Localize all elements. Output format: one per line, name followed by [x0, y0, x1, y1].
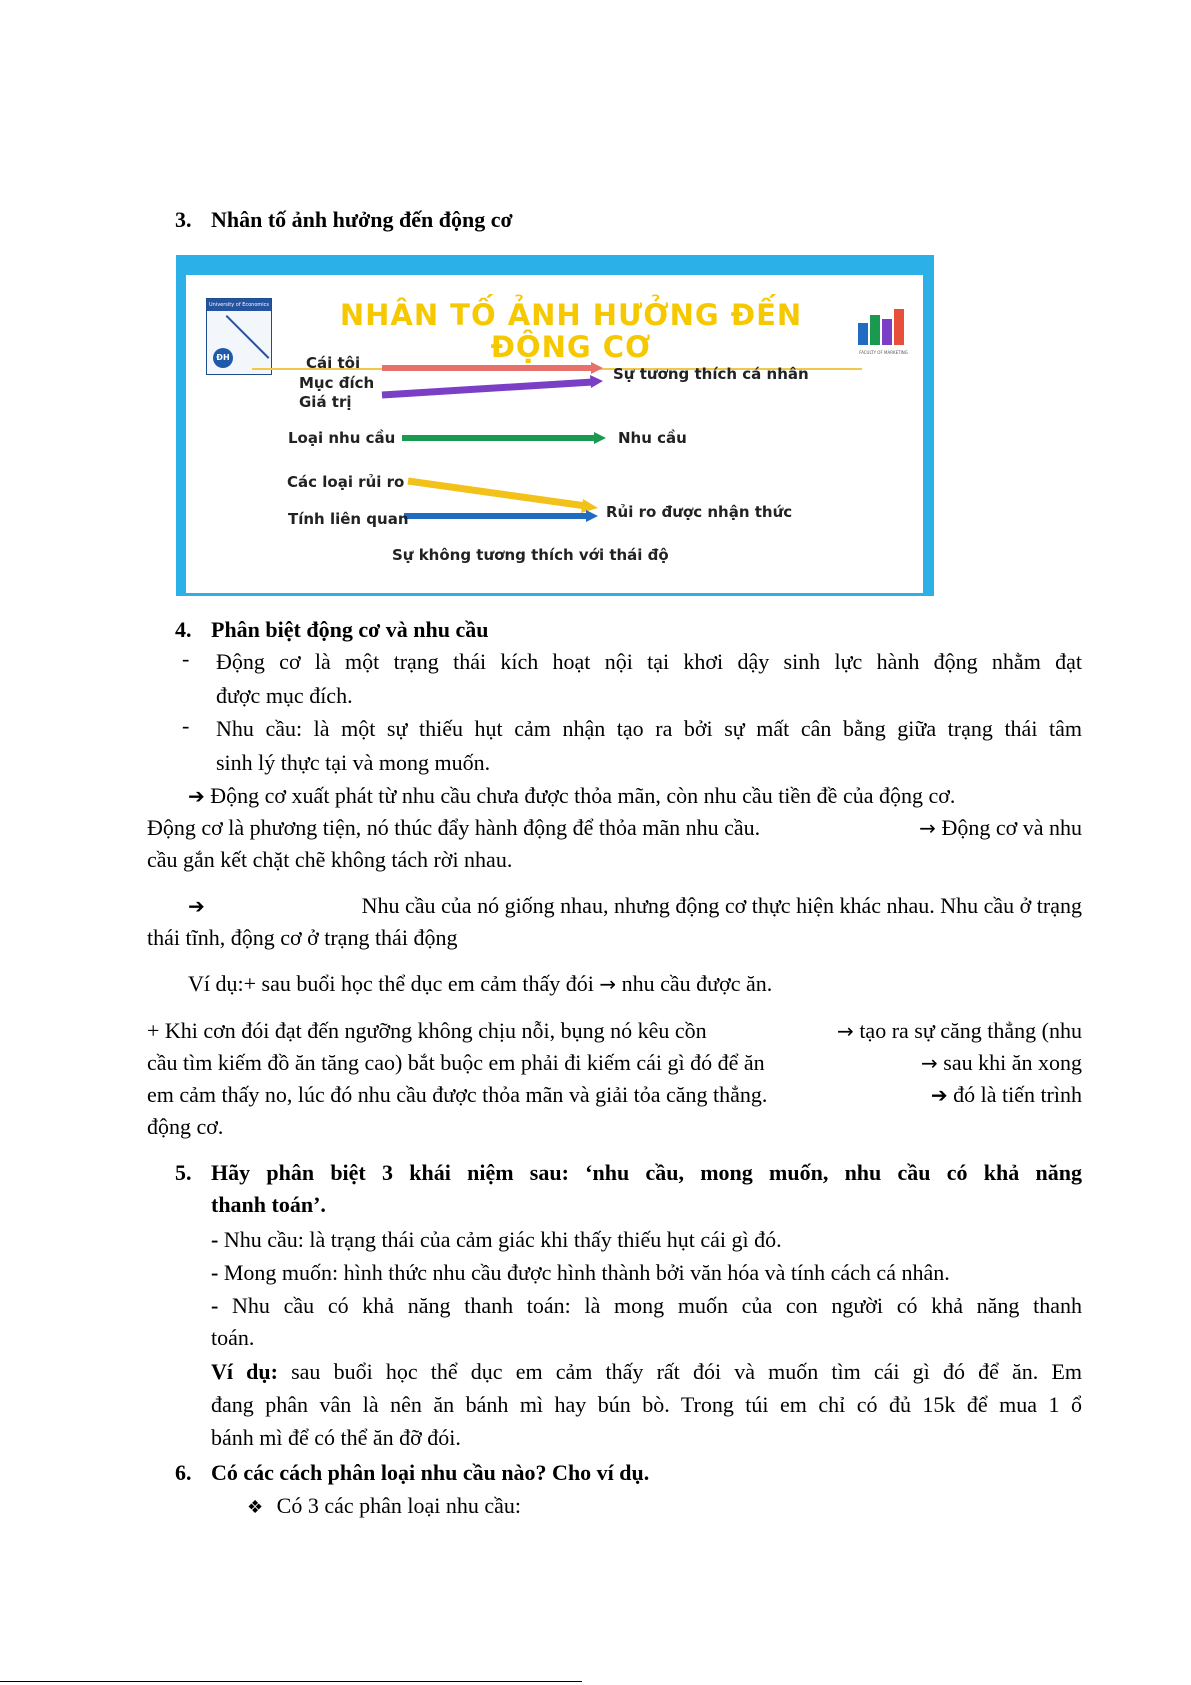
paragraph-1-line-1: [188, 780, 1082, 812]
definition-text: Nhu cầu: là trạng thái của cảm giác khi thấy thiếu hụt cái gì đó.: [223, 1227, 782, 1252]
definition-demand-line-2: toán.: [211, 1325, 255, 1350]
arrow-green: [402, 432, 606, 444]
slide-title-line2: ĐỘNG CƠ: [490, 330, 652, 364]
section-5-heading-line-1: [175, 1157, 1082, 1189]
example-label: Ví dụ:: [211, 1359, 278, 1384]
section-6-bullet-text: Có 3 các phân loại nhu cầu:: [276, 1493, 522, 1518]
definition-dash: -: [211, 1260, 224, 1285]
university-seal-icon: ĐH: [213, 348, 233, 368]
arrow-blue: [404, 510, 598, 522]
arrow-purple: [382, 375, 603, 395]
definition-want: [211, 1257, 950, 1289]
bullet-2-line-1: Nhu cầu: là một sự thiếu hụt cảm nhận tạo ra bởi sự mất cân bằng giữa trạng thái tâm: [216, 716, 1082, 741]
definition-text: Nhu cầu có khả năng thanh toán: là mong muốn của con người có khả năng thanh: [232, 1293, 1082, 1318]
section-5-heading-line-2: thanh toán’.: [211, 1192, 326, 1217]
definition-dash: -: [211, 1293, 233, 1318]
definition-demand-line-1: [211, 1290, 1082, 1322]
section-3-title: Nhân tố ảnh hưởng đến động cơ: [211, 207, 513, 232]
bullet-dash: -: [182, 646, 190, 671]
section-6-title: Có các cách phân loại nhu cầu nào? Cho ví dụ.: [211, 1460, 650, 1485]
definition-need: [211, 1224, 782, 1256]
example-2-text: đó là tiến trình: [953, 1082, 1082, 1107]
section-6-heading: [175, 1457, 649, 1489]
paragraph-2-line-2: thái tĩnh, động cơ ở trạng thái động: [147, 925, 458, 950]
label-rui-ro-nhan-thuc: Rủi ro được nhận thức: [606, 503, 793, 521]
slide-image: [176, 255, 934, 596]
example-2-text: tạo ra sự căng thẳng (nhu: [859, 1018, 1082, 1043]
section-6-number: 6.: [175, 1460, 192, 1485]
label-cac-loai-rui-ro: Các loại rủi ro: [287, 473, 405, 491]
example-2-text: sau khi ăn xong: [943, 1050, 1082, 1075]
section-3-heading: [175, 204, 513, 236]
diamond-bullet-icon: ❖: [247, 1497, 264, 1518]
footnote-divider: [0, 1681, 582, 1682]
label-nhu-cau: Nhu cầu: [618, 429, 687, 447]
section-4-number: 4.: [175, 617, 192, 642]
section-4-heading: [175, 614, 488, 646]
example-5-line-3: bánh mì để có thể ăn đỡ đói.: [211, 1425, 461, 1450]
label-loai-nhu-cau: Loại nhu cầu: [288, 429, 396, 447]
definition-dash: -: [211, 1227, 224, 1252]
slide-content: [186, 275, 923, 593]
example-1-line: [188, 968, 772, 1000]
example-2-line-4: động cơ.: [147, 1114, 224, 1139]
arrow-yellow: [408, 481, 598, 513]
arrow-icon: →: [919, 816, 936, 840]
label-su-tuong-thich: Sự tương thích cá nhân: [613, 365, 809, 383]
example-5-line-2: đang phân vân là nên ăn bánh mì hay bún bò. Trong túi em chỉ có đủ 15k để mua 1 ổ: [211, 1392, 1082, 1417]
section-4-title: Phân biệt động cơ và nhu cầu: [211, 617, 489, 642]
section-3-number: 3.: [175, 207, 192, 232]
section-5-title: Hãy phân biệt 3 khái niệm sau: ‘nhu cầu, mong muốn, nhu cầu có khả năng: [211, 1160, 1082, 1185]
section-5-number: 5.: [175, 1160, 192, 1185]
label-cai-toi: Cái tôi: [306, 354, 361, 372]
example-1-text: Ví dụ:+ sau buổi học thể dục em cảm thấy đói: [188, 971, 594, 996]
label-gia-tri: Giá trị: [299, 393, 352, 411]
definition-text: Mong muốn: hình thức nhu cầu được hình thành bởi văn hóa và tính cách cá nhân.: [223, 1260, 950, 1285]
slide-title-line1: NHÂN TỐ ẢNH HƯỞNG ĐẾN: [339, 298, 803, 332]
bold-arrow-icon: ➔: [188, 784, 205, 808]
bullet-1-line-2: được mục đích.: [216, 683, 353, 708]
section-6-bullet: [247, 1490, 521, 1524]
example-2-text: + Khi cơn đói đạt đến ngưỡng không chịu nỗi, bụng nó kêu cồn: [147, 1018, 707, 1043]
example-2-line-1: [147, 1015, 1082, 1047]
university-logo-text: University of Economics: [207, 299, 271, 311]
bullet-2-line-2: sinh lý thực tại và mong muốn.: [216, 750, 491, 775]
example-5-line-1: [211, 1356, 1082, 1388]
label-tinh-lien-quan: Tính liên quan: [288, 510, 409, 528]
arrow-icon: →: [599, 972, 617, 996]
bold-arrow-icon: ➔: [930, 1083, 948, 1107]
label-muc-dich: Mục đích: [299, 374, 375, 392]
paragraph-1-line-3: cầu gắn kết chặt chẽ không tách rời nhau.: [147, 847, 513, 872]
paragraph-1-text: Động cơ xuất phát từ nhu cầu chưa được thỏa mãn, còn nhu cầu tiền đề của động cơ.: [210, 783, 956, 808]
example-2-line-2: [147, 1047, 1082, 1079]
example-2-text: cầu tìm kiếm đồ ăn tăng cao) bắt buộc em phải đi kiếm cái gì đó để ăn: [147, 1050, 765, 1075]
paragraph-1-text: Động cơ và nhu: [941, 815, 1082, 840]
bullet-dash: -: [182, 713, 190, 738]
example-5-text: sau buổi học thể dục em cảm thấy rất đói và muốn tìm cái gì đó để ăn. Em: [277, 1359, 1082, 1384]
arrow-red: [382, 362, 603, 374]
paragraph-1-text: Động cơ là phương tiện, nó thúc đẩy hành động để thỏa mãn nhu cầu.: [147, 815, 761, 840]
example-2-text: em cảm thấy no, lúc đó nhu cầu được thỏa mãn và giải tỏa căng thẳng.: [147, 1082, 768, 1107]
paragraph-1-line-2: [147, 812, 1082, 844]
paragraph-2-line-1: [188, 890, 1082, 922]
arrow-icon: →: [921, 1051, 938, 1075]
paragraph-2-text: Nhu cầu của nó giống nhau, nhưng động cơ thực hiện khác nhau. Nhu cầu ở trạng: [361, 893, 1082, 918]
bold-arrow-icon: ➔: [188, 894, 205, 918]
bullet-1-line-1: Động cơ là một trạng thái kích hoạt nội tại khơi dậy sinh lực hành động nhằm đạt: [216, 649, 1082, 674]
label-khong-tuong-thich: Sự không tương thích với thái độ: [392, 546, 669, 564]
logo-caption: FACULTY OF MARKETING: [859, 350, 908, 355]
example-2-line-3: [147, 1079, 1082, 1111]
example-1-text: nhu cầu được ăn.: [621, 971, 773, 996]
arrow-icon: →: [837, 1019, 854, 1043]
